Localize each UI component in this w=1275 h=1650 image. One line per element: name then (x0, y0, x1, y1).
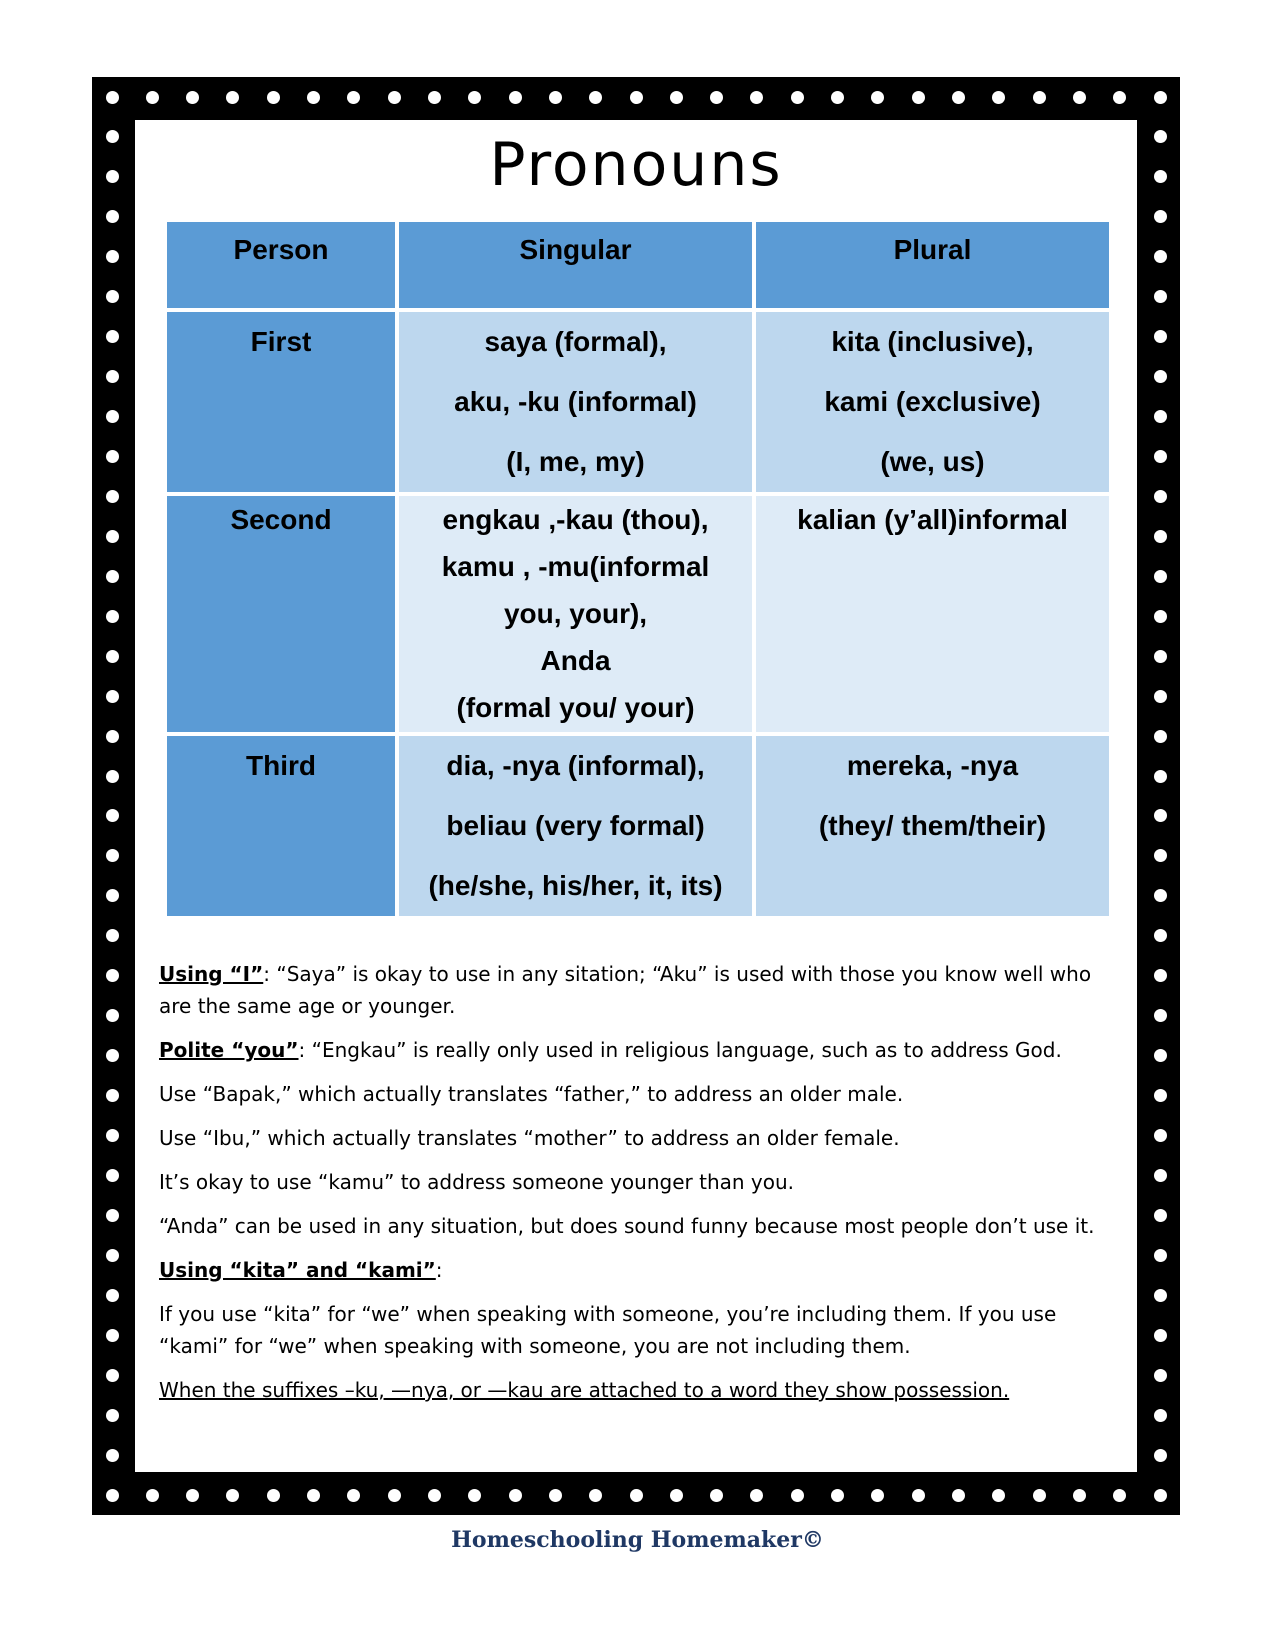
note-kita-kami: If you use “kita” for “we” when speaking with someone, you’re including them. If you use “kami” for “we” when speaking with someone, you are not including them. (159, 1302, 1057, 1358)
border-dot (1154, 1009, 1167, 1022)
border-dot (146, 91, 159, 104)
header-person: Person (167, 222, 395, 308)
note-using-i: Using “I”: “Saya” is okay to use in any sitation; “Aku” is used with those you know well who are the same age or younger. (159, 962, 1092, 1018)
border-dot (1154, 170, 1167, 183)
border-dot (509, 91, 522, 104)
border-dot (1154, 1489, 1167, 1502)
border-dot (1154, 969, 1167, 982)
header-plural: Plural (756, 222, 1109, 308)
border-dot (106, 610, 119, 623)
border-dot (267, 91, 280, 104)
border-dot (1154, 889, 1167, 902)
border-dot (1154, 330, 1167, 343)
border-dot (106, 690, 119, 703)
note-polite-you: Polite “you”: “Engkau” is really only used in religious language, such as to address God. (159, 1038, 1062, 1062)
border-dot (1073, 91, 1086, 104)
singular-cell: saya (formal), aku, -ku (informal) (I, me, my) (399, 312, 752, 492)
person-cell: Second (167, 496, 395, 732)
border-dot (1154, 929, 1167, 942)
border-dot (1154, 849, 1167, 862)
border-dot (1033, 91, 1046, 104)
border-dot (106, 1129, 119, 1142)
border-dot (106, 1329, 119, 1342)
border-dot (992, 91, 1005, 104)
border-dot (146, 1489, 159, 1502)
border-dot (106, 650, 119, 663)
border-dot (670, 91, 683, 104)
border-dot (347, 91, 360, 104)
border-dot (106, 1089, 119, 1102)
header-singular: Singular (399, 222, 752, 308)
border-dot (509, 1489, 522, 1502)
plural-cell: mereka, -nya (they/ them/their) (756, 736, 1109, 916)
border-dot (1113, 1489, 1126, 1502)
border-dot (1154, 210, 1167, 223)
border-dot (106, 969, 119, 982)
footer-credit: Homeschooling Homemaker© (451, 1527, 824, 1553)
border-dot (1154, 250, 1167, 263)
border-dot (1154, 1409, 1167, 1422)
border-dot (871, 1489, 884, 1502)
border-dot (106, 1289, 119, 1302)
border-dot (106, 290, 119, 303)
note-kamu: It’s okay to use “kamu” to address someone younger than you. (159, 1170, 795, 1194)
border-dot (106, 1489, 119, 1502)
border-dot (1154, 770, 1167, 783)
border-dot (106, 91, 119, 104)
table-row (167, 736, 1109, 916)
border-dot (106, 570, 119, 583)
border-dot (912, 1489, 925, 1502)
border-dot (106, 1049, 119, 1062)
border-dot (1154, 610, 1167, 623)
border-dot (1154, 1169, 1167, 1182)
border-dot (388, 1489, 401, 1502)
border-dot (1154, 410, 1167, 423)
border-dot (106, 170, 119, 183)
border-dot (106, 530, 119, 543)
border-dot (106, 929, 119, 942)
border-dot (1154, 1129, 1167, 1142)
border-dot (791, 1489, 804, 1502)
border-dot (952, 1489, 965, 1502)
border-dot (106, 210, 119, 223)
table-row (167, 496, 1109, 732)
border-dot (549, 1489, 562, 1502)
border-dot (1113, 91, 1126, 104)
border-dot (992, 1489, 1005, 1502)
border-dot (1154, 1329, 1167, 1342)
border-dot (106, 330, 119, 343)
note-suffixes: When the suffixes –ku, —nya, or —kau are attached to a word they show possession. (159, 1378, 1010, 1402)
border-dot (1154, 1089, 1167, 1102)
border-dot (912, 91, 925, 104)
border-dot (468, 1489, 481, 1502)
person-cell: Third (167, 736, 395, 916)
border-dot (710, 1489, 723, 1502)
border-dot (952, 91, 965, 104)
border-dot (106, 1009, 119, 1022)
border-dot (307, 1489, 320, 1502)
border-dot (1154, 490, 1167, 503)
border-dot (468, 91, 481, 104)
border-dot (589, 91, 602, 104)
note-kita-kami-heading: Using “kita” and “kami”: (159, 1258, 443, 1282)
border-dot (1154, 690, 1167, 703)
border-dot (226, 1489, 239, 1502)
table-header-row (167, 222, 1109, 308)
border-dot (549, 91, 562, 104)
border-dot (791, 91, 804, 104)
border-dot (1073, 1489, 1086, 1502)
border-dot (106, 1409, 119, 1422)
border-dot (1154, 370, 1167, 383)
border-dot (1154, 450, 1167, 463)
table-row (167, 312, 1109, 492)
border-dot (1154, 1369, 1167, 1382)
border-dot (226, 91, 239, 104)
border-dot (267, 1489, 280, 1502)
border-dot (428, 1489, 441, 1502)
pronoun-table (163, 218, 1113, 920)
border-dot (186, 1489, 199, 1502)
border-dot (428, 91, 441, 104)
border-dot (1154, 1209, 1167, 1222)
border-dot (1154, 130, 1167, 143)
border-dot (347, 1489, 360, 1502)
border-dot (1154, 1249, 1167, 1262)
border-dot (106, 450, 119, 463)
border-dot (106, 410, 119, 423)
border-dot (106, 770, 119, 783)
note-anda: “Anda” can be used in any situation, but does sound funny because most people don’t use it. (159, 1214, 1095, 1238)
border-dot (1154, 1049, 1167, 1062)
note-ibu: Use “Ibu,” which actually translates “mother” to address an older female. (159, 1126, 900, 1150)
border-dot (106, 1369, 119, 1382)
border-dot (871, 91, 884, 104)
border-dot (589, 1489, 602, 1502)
border-dot (831, 1489, 844, 1502)
singular-cell: engkau ,-kau (thou), kamu , -mu(informal you, your), Anda (formal you/ your) (399, 496, 752, 732)
border-dot (1154, 730, 1167, 743)
border-dot (1154, 650, 1167, 663)
note-bapak: Use “Bapak,” which actually translates “father,” to address an older male. (159, 1082, 904, 1106)
plural-cell: kita (inclusive), kami (exclusive) (we, us) (756, 312, 1109, 492)
border-dot (106, 809, 119, 822)
border-dot (1154, 1289, 1167, 1302)
border-dot (106, 889, 119, 902)
usage-notes (159, 958, 1119, 1418)
border-dot (106, 1449, 119, 1462)
border-dot (750, 1489, 763, 1502)
border-dot (1154, 290, 1167, 303)
singular-cell: dia, -nya (informal), beliau (very formal) (he/she, his/her, it, its) (399, 736, 752, 916)
page-title: Pronouns (489, 130, 783, 200)
border-dot (106, 1209, 119, 1222)
border-dot (1154, 91, 1167, 104)
border-dot (750, 91, 763, 104)
plural-cell: kalian (y’all)informal (756, 496, 1109, 732)
border-dot (106, 130, 119, 143)
border-dot (1154, 530, 1167, 543)
border-dot (831, 91, 844, 104)
border-dot (106, 1169, 119, 1182)
border-dot (106, 490, 119, 503)
border-dot (307, 91, 320, 104)
border-dot (710, 91, 723, 104)
border-dot (106, 730, 119, 743)
border-dot (1033, 1489, 1046, 1502)
border-dot (106, 1249, 119, 1262)
border-dot (106, 370, 119, 383)
border-dot (1154, 809, 1167, 822)
border-dot (1154, 1449, 1167, 1462)
border-dot (106, 250, 119, 263)
border-dot (630, 91, 643, 104)
border-dot (106, 849, 119, 862)
worksheet-content (135, 120, 1137, 1472)
border-dot (388, 91, 401, 104)
border-dot (1154, 570, 1167, 583)
border-dot (670, 1489, 683, 1502)
border-dot (630, 1489, 643, 1502)
person-cell: First (167, 312, 395, 492)
border-dot (186, 91, 199, 104)
